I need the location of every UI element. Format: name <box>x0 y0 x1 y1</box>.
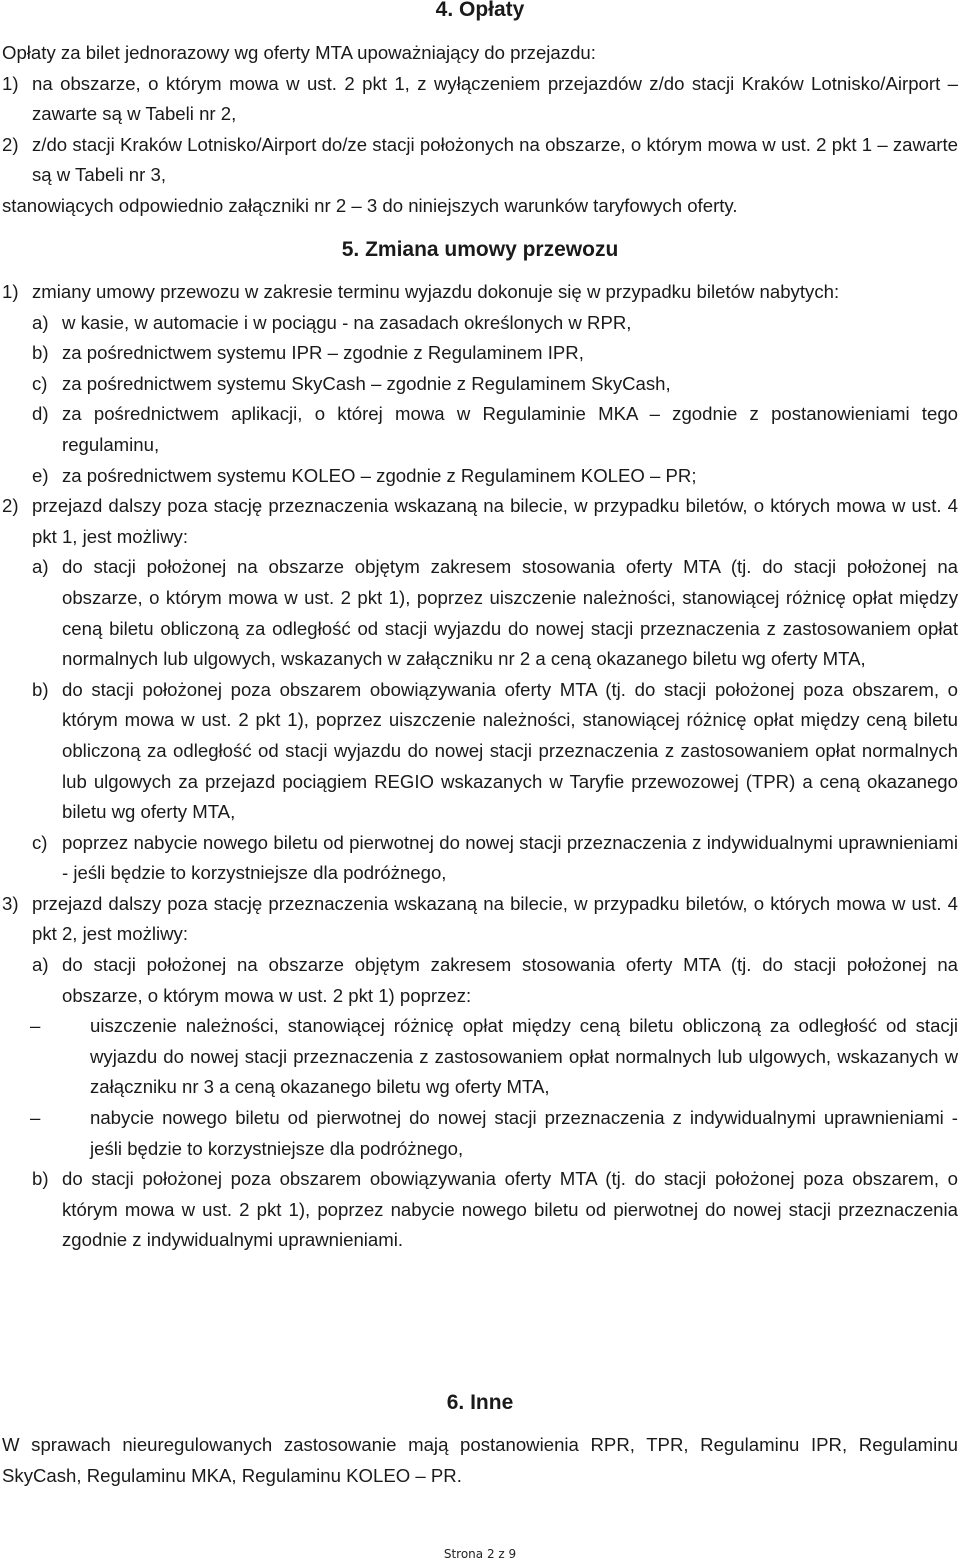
sub-marker: c) <box>32 372 48 394</box>
section-4-item-1 <box>2 69 958 130</box>
section-5-point-1d <box>2 399 958 460</box>
page-number-footer: Strona 2 z 9 <box>443 1547 517 1561</box>
sub-marker: b) <box>32 678 49 700</box>
sub-marker: a) <box>32 311 49 333</box>
sub-text: za pośrednictwem systemu SkyCash – zgodnie z Regulaminem SkyCash, <box>62 372 671 394</box>
item-text: przejazd dalszy poza stację przeznaczenia wskazaną na bilecie, w przypadku biletów, o których mowa w ust. 4 pkt 2, jest możliwy: <box>32 892 958 945</box>
section-4-intro: Opłaty za bilet jednorazowy wg oferty MTA upoważniający do przejazdu: <box>2 42 596 63</box>
item-marker: 2) <box>2 495 19 517</box>
sub-text: za pośrednictwem systemu IPR – zgodnie z Regulaminem IPR, <box>62 342 584 364</box>
item-marker: 1) <box>2 281 19 302</box>
dash-text: uiszczenie należności, stanowiącej różnicę opłat między ceną biletu obliczoną za odległość od stacji wyjazdu do nowej stacji przeznaczenia z zastosowaniem opłat normalnych lub ulgowych, wskazanych w załączniku nr 3 a ceną okazanego biletu wg oferty MTA, <box>90 1015 958 1098</box>
section-5-point-1c <box>2 369 958 400</box>
sub-marker: b) <box>32 342 49 364</box>
dash-text: nabycie nowego biletu od pierwotnej do nowej stacji przeznaczenia z indywidualnymi uprawnieniami - jeśli będzie to korzystniejsze dla podróżnego, <box>90 1107 958 1159</box>
section-5-point-2a <box>2 552 958 674</box>
item-text: z/do stacji Kraków Lotnisko/Airport do/ze stacji położonych na obszarze, o którym mowa w ust. 2 pkt 1 – zawarte są w Tabeli nr 3, <box>32 133 958 186</box>
section-4-body <box>2 38 958 222</box>
section-5-point-1e <box>2 461 958 492</box>
item-marker: 1) <box>2 72 19 94</box>
sub-marker: b) <box>32 1168 49 1190</box>
section-5-point-2c <box>2 828 958 889</box>
section-4-heading: 4. Opłaty <box>435 0 525 21</box>
section-6-heading: 6. Inne <box>446 1391 514 1414</box>
section-6-body <box>2 1430 958 1491</box>
section-5-point-2b <box>2 675 958 828</box>
sub-marker: e) <box>32 464 49 486</box>
section-6-text: W sprawach nieuregulowanych zastosowanie mają postanowienia RPR, TPR, Regulaminu IPR, Regulaminu SkyCash, Regulaminu MKA, Regulaminu KOLEO – PR. <box>2 1434 958 1486</box>
sub-text: za pośrednictwem aplikacji, o której mowa w Regulaminie MKA – zgodnie z postanowieniami tego regulaminu, <box>62 403 958 455</box>
sub-marker: a) <box>32 954 49 976</box>
sub-text: w kasie, w automacie i w pociągu - na zasadach określonych w RPR, <box>62 311 632 333</box>
sub-marker: c) <box>32 831 48 853</box>
item-text: przejazd dalszy poza stację przeznaczenia wskazaną na bilecie, w przypadku biletów, o których mowa w ust. 4 pkt 1, jest możliwy: <box>32 495 958 547</box>
section-5-point-3a-dash-1 <box>2 1011 958 1103</box>
section-5-point-2 <box>2 491 958 552</box>
sub-text: za pośrednictwem systemu KOLEO – zgodnie z Regulaminem KOLEO – PR; <box>62 464 697 486</box>
section-5-heading: 5. Zmiana umowy przewozu <box>341 238 619 261</box>
sub-text: do stacji położonej na obszarze objętym zakresem stosowania oferty MTA (tj. do stacji położonej na obszarze, o którym mowa w ust. 2 pkt 1), poprzez uiszczenie należności, stanowiącej różnicę opłat między ceną biletu obliczoną za odległość od stacji wyjazdu do nowej stacji przeznaczenia z zastosowaniem opłat normalnych lub ulgowych, wskazanych w załączniku nr 2 a ceną okazanego biletu wg oferty MTA, <box>62 556 958 670</box>
item-text: zmiany umowy przewozu w zakresie terminu wyjazdu dokonuje się w przypadku biletów nabytych: <box>32 281 840 302</box>
dash-marker: – <box>30 1015 41 1037</box>
section-5-point-3b <box>2 1164 958 1256</box>
section-5-body <box>2 277 958 1256</box>
section-5-point-1a <box>2 308 958 339</box>
sub-marker: a) <box>32 556 49 578</box>
sub-text: do stacji położonej poza obszarem obowiązywania oferty MTA (tj. do stacji położonej poza obszarem, o którym mowa w ust. 2 pkt 1), poprzez nabycie nowego biletu od pierwotnej do nowej stacji przeznaczenia zgodnie z indywidualnymi uprawnieniami. <box>62 1168 958 1251</box>
dash-marker: – <box>30 1107 41 1129</box>
sub-text: do stacji położonej poza obszarem obowiązywania oferty MTA (tj. do stacji położonej poza obszarem, o którym mowa w ust. 2 pkt 1), poprzez uiszczenie należności, stanowiącej różnicę opłat między ceną biletu obliczoną za odległość od stacji wyjazdu do nowej stacji przeznaczenia z zastosowaniem opłat normalnych lub ulgowych za przejazd pociągiem REGIO wskazanych w Taryfie przewozowej (TPR) a ceną okazanego biletu wg oferty MTA, <box>62 678 958 823</box>
section-5-point-1b <box>2 338 958 369</box>
section-5-point-1 <box>2 277 958 308</box>
section-4-item-2 <box>2 130 958 191</box>
section-5-point-3a <box>2 950 958 1011</box>
section-5-point-3a-dash-2 <box>2 1103 958 1164</box>
section-5-point-3 <box>2 889 958 950</box>
item-marker: 3) <box>2 892 19 914</box>
item-marker: 2) <box>2 133 19 155</box>
sub-marker: d) <box>32 403 49 425</box>
sub-text: poprzez nabycie nowego biletu od pierwotnej do nowej stacji przeznaczenia z indywidualnymi uprawnieniami - jeśli będzie to korzystniejsze dla podróżnego, <box>62 831 958 884</box>
item-text: na obszarze, o którym mowa w ust. 2 pkt 1, z wyłączeniem przejazdów z/do stacji Kraków Lotnisko/Airport – zawarte są w Tabeli nr 2, <box>32 72 958 125</box>
sub-text: do stacji położonej na obszarze objętym zakresem stosowania oferty MTA (tj. do stacji położonej na obszarze, o którym mowa w ust. 2 pkt 1) poprzez: <box>62 954 958 1006</box>
section-4-closing: stanowiących odpowiednio załączniki nr 2 – 3 do niniejszych warunków taryfowych oferty. <box>2 194 738 216</box>
